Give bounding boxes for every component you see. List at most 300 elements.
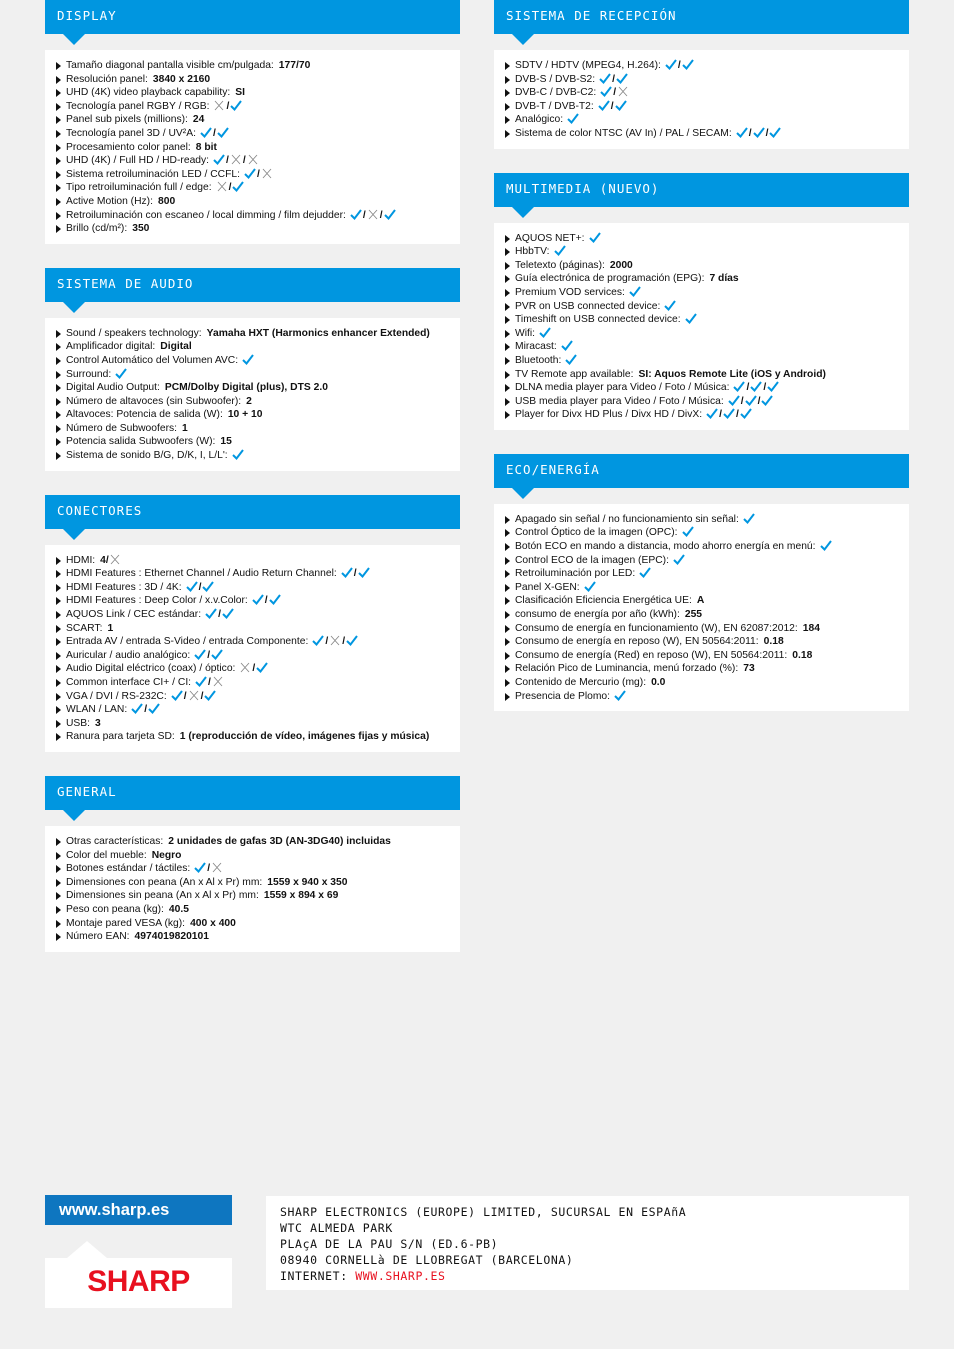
spec-item: [55, 554, 450, 568]
check-icon: [740, 408, 752, 419]
check-icon: [256, 662, 268, 673]
spec-label: Amplificador digital:: [66, 341, 156, 353]
logo-box: [45, 1258, 232, 1308]
spec-list: [55, 327, 450, 463]
symbol-separator: /: [765, 127, 769, 139]
spec-symbols: [685, 314, 697, 325]
spec-item: [504, 286, 899, 300]
check-icon: [639, 567, 651, 578]
check-icon: [745, 395, 757, 406]
spec-symbols: [195, 677, 224, 688]
check-icon: [728, 395, 740, 406]
spec-label: Audio Digital eléctrico (coax) / óptico:: [66, 663, 236, 675]
check-icon: [171, 690, 183, 701]
check-icon: [598, 100, 610, 111]
spec-section: [45, 495, 460, 752]
spec-label: SDTV / HDTV (MPEG4, H.264):: [515, 60, 661, 71]
spec-item: [55, 368, 450, 382]
spec-item: [55, 340, 450, 354]
check-icon: [312, 635, 324, 646]
spec-item: [504, 73, 899, 87]
spec-value: 1559 x 940 x 350: [267, 876, 348, 888]
spec-label: Auricular / audio analógico:: [66, 649, 191, 661]
spec-value: Negro: [151, 849, 182, 861]
spec-item: [504, 408, 899, 422]
spec-value: 10 + 10: [227, 409, 263, 421]
header-pointer: [63, 302, 85, 313]
check-icon: [615, 100, 627, 111]
spec-symbols: [171, 691, 217, 702]
spec-item: [55, 930, 450, 944]
check-icon: [589, 232, 601, 243]
check-icon: [665, 59, 677, 70]
company-address: [280, 1204, 686, 1284]
spec-symbols: [639, 568, 651, 579]
spec-list: [504, 232, 899, 422]
spec-label: Tecnología panel RGBY / RGB:: [66, 100, 210, 112]
spec-label: Bluetooth:: [515, 354, 562, 366]
spec-value: 0.18: [792, 649, 813, 661]
spec-label: UHD (4K) video playback capability:: [66, 87, 231, 99]
spec-label: Tipo retroiluminación full / edge:: [66, 182, 212, 194]
section-title: CONECTORES: [57, 502, 143, 518]
spec-item: [55, 608, 450, 622]
spec-symbols: [244, 169, 273, 180]
spec-item: [55, 676, 450, 690]
check-icon: [200, 127, 212, 138]
spec-label: Sistema retroiluminación LED / CCFL:: [66, 168, 240, 180]
spec-label: HDMI:: [66, 554, 96, 566]
spec-symbols: [589, 233, 601, 244]
section-header: [45, 495, 460, 529]
symbol-separator: /: [342, 636, 346, 648]
spec-symbols: [820, 541, 832, 552]
symbol-separator: /: [256, 168, 260, 180]
spec-label: Wifi:: [515, 327, 536, 339]
check-icon: [230, 100, 242, 111]
right-column: [494, 0, 909, 735]
spec-label: Potencia salida Subwoofers (W):: [66, 436, 216, 448]
header-pointer: [63, 810, 85, 821]
cross-icon: [211, 862, 223, 873]
spec-symbols: [186, 582, 215, 593]
spec-value: 15: [220, 436, 232, 448]
spec-section: [494, 0, 909, 149]
spec-symbols: [561, 341, 573, 352]
spec-value: Digital: [160, 341, 192, 353]
spec-item: [55, 381, 450, 395]
check-icon: [584, 581, 596, 592]
spec-list-box: [494, 223, 909, 430]
spec-symbols: [743, 514, 755, 525]
spec-label: Color del mueble:: [66, 849, 147, 861]
spec-item: [55, 835, 450, 849]
check-icon: [115, 368, 127, 379]
spec-symbols: [205, 609, 234, 620]
spec-label: Clasificación Eficiencia Energética UE:: [515, 595, 692, 607]
symbol-separator: /: [212, 127, 216, 139]
spec-value: 1: [182, 422, 188, 434]
spec-label: Sound / speakers technology:: [66, 327, 202, 339]
symbol-separator: /: [226, 100, 230, 112]
spec-item: [504, 259, 899, 273]
check-icon: [222, 608, 234, 619]
spec-symbols: [665, 60, 694, 71]
symbol-separator: /: [325, 636, 329, 648]
spec-label: Panel X-GEN:: [515, 581, 580, 593]
spec-item: [504, 127, 899, 141]
symbol-separator: /: [362, 209, 366, 221]
spec-symbols: [598, 101, 627, 112]
check-icon: [769, 127, 781, 138]
spec-item: [55, 395, 450, 409]
check-icon: [682, 526, 694, 537]
spec-item: [55, 862, 450, 876]
spec-symbols: [673, 555, 685, 566]
check-icon: [682, 59, 694, 70]
spec-label: Montaje pared VESA (kg):: [66, 917, 186, 929]
spec-item: [55, 730, 450, 744]
internet-line: [280, 1268, 686, 1284]
spec-symbols: [733, 382, 779, 393]
check-icon: [600, 86, 612, 97]
spec-item: [55, 435, 450, 449]
spec-value: 40.5: [168, 903, 189, 915]
cross-icon: [188, 690, 200, 701]
spec-label: Control Óptico de la imagen (OPC):: [515, 527, 678, 539]
spec-symbols: [599, 74, 628, 85]
sharp-logo: SHARP: [87, 1265, 190, 1298]
spec-item: [55, 635, 450, 649]
spec-item: [55, 113, 450, 127]
spec-label: Botones estándar / táctiles:: [66, 863, 191, 875]
spec-list: [55, 59, 450, 236]
cross-icon: [239, 662, 251, 673]
spec-label: HbbTV:: [515, 246, 550, 258]
spec-item: [504, 381, 899, 395]
spec-symbols: [194, 863, 223, 874]
symbol-separator: /: [353, 568, 357, 580]
spec-item: [504, 554, 899, 568]
cross-icon: [261, 168, 273, 179]
spec-label: Brillo (cd/m²):: [66, 223, 128, 235]
section-title: SISTEMA DE AUDIO: [57, 275, 194, 291]
spec-label: Panel sub pixels (millions):: [66, 114, 188, 126]
address-line: WTC ALMEDA PARK: [280, 1221, 393, 1235]
spec-list: [55, 835, 450, 944]
spec-label: Número de Subwoofers:: [66, 422, 178, 434]
check-icon: [205, 608, 217, 619]
symbol-separator: /: [746, 382, 750, 394]
check-icon: [539, 327, 551, 338]
logo-tab: [67, 1241, 107, 1258]
cross-icon: [617, 86, 629, 97]
spec-symbols: [682, 527, 694, 538]
spec-label: Dimensiones sin peana (An x Al x Pr) mm:: [66, 890, 259, 902]
section-header: [494, 173, 909, 207]
check-icon: [685, 313, 697, 324]
website-link[interactable]: www.sharp.es: [59, 1201, 170, 1219]
spec-list: [55, 554, 450, 744]
spec-symbols: [131, 704, 160, 715]
section-title: DISPLAY: [57, 8, 117, 23]
spec-item: [55, 408, 450, 422]
spec-value: Yamaha HXT (Harmonics enhancer Extended): [206, 327, 430, 339]
section-title: MULTIMEDIA (NUEVO): [506, 180, 660, 196]
spec-label: AQUOS Link / CEC estándar:: [66, 609, 202, 621]
check-icon: [213, 154, 225, 165]
spec-item: [504, 608, 899, 622]
check-icon: [252, 594, 264, 605]
internet-link[interactable]: WWW.SHARP.ES: [355, 1269, 446, 1283]
spec-value: 3840 x 2160: [152, 73, 211, 85]
spec-item: [55, 195, 450, 209]
spec-label: Timeshift on USB connected device:: [515, 314, 681, 326]
spec-symbols: [194, 650, 223, 661]
spec-list-box: [45, 545, 460, 752]
spec-label: Digital Audio Output:: [66, 382, 160, 394]
spec-item: [55, 59, 450, 73]
spec-item: [504, 581, 899, 595]
spec-label: Tamaño diagonal pantalla visible cm/pulgada:: [66, 60, 274, 71]
symbol-separator: /: [763, 382, 767, 394]
check-icon: [232, 181, 244, 192]
spec-symbols: [350, 210, 396, 221]
spec-symbols: [115, 369, 127, 380]
spec-symbols: [213, 101, 242, 112]
spec-label: Contenido de Mercurio (mg):: [515, 677, 647, 688]
check-icon: [706, 408, 718, 419]
cross-icon: [212, 676, 224, 687]
spec-section: [494, 454, 909, 711]
cross-icon: [109, 554, 121, 565]
spec-list-box: [45, 50, 460, 244]
spec-value: 73: [743, 663, 755, 675]
spec-item: [504, 272, 899, 286]
spec-item: [55, 649, 450, 663]
section-header: [45, 0, 460, 34]
spec-list: [504, 59, 899, 141]
spec-item: [504, 662, 899, 676]
spec-item: [504, 300, 899, 314]
spec-symbols: [252, 595, 281, 606]
spec-label: Sistema de sonido B/G, D/K, I, L/L':: [66, 450, 228, 462]
spec-item: [55, 354, 450, 368]
spec-item: [55, 181, 450, 195]
spec-value: 0.18: [763, 636, 784, 648]
spec-value: 4/: [100, 554, 109, 566]
check-icon: [244, 168, 256, 179]
spec-label: Otras características:: [66, 835, 164, 847]
check-icon: [599, 73, 611, 84]
spec-list-box: [45, 318, 460, 471]
spec-label: Consumo de energía en reposo (W), EN 50564:2011:: [515, 636, 759, 648]
spec-symbols: [213, 155, 259, 166]
spec-label: Resolución panel:: [66, 73, 148, 85]
spec-value: A: [696, 595, 705, 607]
spec-item: [55, 327, 450, 341]
section-header: [45, 268, 460, 302]
check-icon: [753, 127, 765, 138]
check-icon: [614, 690, 626, 701]
spec-value: 2000: [609, 259, 633, 271]
spec-label: TV Remote app available:: [515, 368, 634, 380]
spec-value: 800: [157, 195, 176, 207]
spec-value: PCM/Dolby Digital (plus), DTS 2.0: [164, 382, 328, 394]
cross-icon: [213, 100, 225, 111]
spec-value: 350: [132, 223, 150, 235]
spec-item: [55, 422, 450, 436]
spec-item: [504, 622, 899, 636]
spec-item: [55, 222, 450, 236]
spec-item: [504, 676, 899, 690]
symbol-separator: /: [740, 395, 744, 407]
spec-symbols: [584, 582, 596, 593]
spec-item: [504, 245, 899, 259]
check-icon: [194, 862, 206, 873]
spec-item: [55, 876, 450, 890]
check-icon: [148, 703, 160, 714]
spec-value: 1 (reproducción de vídeo, imágenes fijas y música): [179, 731, 430, 743]
symbol-separator: /: [228, 182, 232, 194]
spec-symbols: [567, 114, 579, 125]
symbol-separator: /: [757, 395, 761, 407]
spec-label: Control ECO de la imagen (EPC):: [515, 554, 669, 566]
spec-value: 8 bit: [195, 141, 217, 153]
spec-label: DVB-C / DVB-C2:: [515, 87, 597, 99]
symbol-separator: /: [198, 581, 202, 593]
spec-label: Active Motion (Hz):: [66, 195, 153, 207]
spec-item: [504, 113, 899, 127]
spec-symbols: [736, 128, 782, 139]
section-header: [494, 454, 909, 488]
symbol-separator: /: [200, 690, 204, 702]
spec-symbols: [728, 396, 774, 407]
check-icon: [242, 354, 254, 365]
check-icon: [616, 73, 628, 84]
spec-list: [504, 513, 899, 703]
spec-item: [504, 540, 899, 554]
check-icon: [194, 649, 206, 660]
check-icon: [211, 649, 223, 660]
spec-symbols: [200, 128, 229, 139]
spec-value: 184: [802, 622, 820, 634]
spec-symbols: [706, 409, 752, 420]
spec-label: Botón ECO en mando a distancia, modo ahorro energía en menú:: [515, 541, 816, 553]
spec-item: [55, 690, 450, 704]
spec-label: Retroiluminación por LED:: [515, 568, 636, 580]
spec-list-box: [494, 504, 909, 711]
website-bar[interactable]: [45, 1195, 232, 1225]
spec-item: [55, 209, 450, 223]
spec-item: [504, 526, 899, 540]
spec-symbols: [312, 636, 358, 647]
spec-item: [504, 313, 899, 327]
spec-item: [55, 154, 450, 168]
spec-item: [504, 327, 899, 341]
spec-item: [504, 513, 899, 527]
spec-item: [504, 100, 899, 114]
spec-item: [55, 127, 450, 141]
header-pointer: [512, 34, 534, 45]
section-header: [494, 0, 909, 34]
spec-label: USB:: [66, 717, 91, 729]
spec-item: [504, 340, 899, 354]
spec-label: Número de altavoces (sin Subwoofer):: [66, 395, 242, 407]
spec-label: UHD (4K) / Full HD / HD-ready:: [66, 155, 210, 167]
spec-label: Consumo de energía (Red) en reposo (W), EN 50564:2011:: [515, 649, 788, 661]
symbol-separator: /: [144, 704, 148, 716]
spec-value: 2: [246, 395, 252, 407]
spec-label: Sistema de color NTSC (AV In) / PAL / SECAM:: [515, 127, 732, 139]
spec-label: Common interface CI+ / CI:: [66, 677, 192, 688]
cross-icon: [230, 154, 242, 165]
left-column: [45, 0, 460, 976]
spec-label: Player for Divx HD Plus / Divx HD / DivX:: [515, 409, 703, 421]
check-icon: [358, 567, 370, 578]
spec-label: SCART:: [66, 622, 103, 634]
spec-label: HDMI Features : Deep Color / x.v.Color:: [66, 595, 248, 607]
spec-list-box: [494, 50, 909, 149]
check-icon: [350, 209, 362, 220]
spec-symbols: [539, 328, 551, 339]
spec-label: DVB-T / DVB-T2:: [515, 100, 594, 112]
check-icon: [565, 354, 577, 365]
spec-value: 0.0: [651, 677, 666, 688]
check-icon: [346, 635, 358, 646]
check-icon: [767, 381, 779, 392]
spec-item: [504, 354, 899, 368]
symbol-separator: /: [612, 73, 615, 85]
spec-item: [504, 368, 899, 382]
spec-item: [504, 594, 899, 608]
spec-label: Teletexto (páginas):: [515, 259, 605, 271]
check-icon: [664, 300, 676, 311]
cross-icon: [247, 154, 259, 165]
spec-item: [55, 86, 450, 100]
spec-item: [55, 622, 450, 636]
spec-item: [504, 635, 899, 649]
spec-item: [55, 662, 450, 676]
spec-label: Consumo de energía en funcionamiento (W), EN 62087:2012:: [515, 622, 798, 634]
spec-item: [504, 395, 899, 409]
spec-item: [504, 232, 899, 246]
spec-label: Entrada AV / entrada S-Video / entrada Componente:: [66, 636, 309, 648]
cross-icon: [367, 209, 379, 220]
symbol-separator: /: [613, 87, 617, 99]
spec-value: 3: [95, 717, 101, 729]
spec-label: DLNA media player para Video / Foto / Música:: [515, 382, 730, 394]
header-pointer: [63, 34, 85, 45]
symbol-separator: /: [218, 609, 221, 621]
section-title: GENERAL: [57, 783, 117, 799]
spec-value: 177/70: [278, 60, 311, 71]
check-icon: [743, 513, 755, 524]
address-box: [266, 1196, 909, 1290]
symbol-separator: /: [183, 690, 187, 702]
check-icon: [723, 408, 735, 419]
check-icon: [341, 567, 353, 578]
spec-label: Peso con peana (kg):: [66, 903, 164, 915]
symbol-separator: /: [208, 677, 211, 688]
spec-label: Tecnología panel 3D / UV²A:: [66, 127, 196, 139]
spec-value: 1: [107, 622, 114, 634]
spec-value: 24: [192, 114, 205, 126]
spec-item: [55, 703, 450, 717]
spec-section: [494, 173, 909, 430]
spec-label: Analógico:: [515, 114, 564, 126]
symbol-separator: /: [748, 127, 752, 139]
